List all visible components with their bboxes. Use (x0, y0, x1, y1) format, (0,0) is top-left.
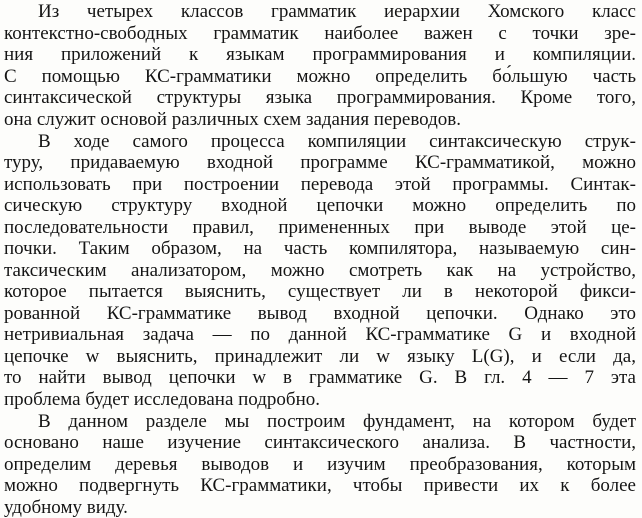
text-line: рованной КС-грамматике вывод входной цепочки. Однако это (4, 302, 636, 324)
text-line: В ходе самого процесса компиляции синтаксическую струк- (38, 130, 636, 152)
text-line: нетривиальная задача — по данной КС-грамматике G и входной (4, 324, 636, 345)
text-line: основано наше изучение синтаксического анализа. В частности, (4, 432, 636, 453)
text-line: проблема будет исследована подробно. (4, 388, 320, 410)
text-line: Из четырех классов грамматик иерархии Хомского класс (38, 1, 636, 22)
text-line: можно подвергнуть КС-грамматики, чтобы привести их к более (4, 475, 636, 496)
text-line: которое пытается выяснить, существует ли в некоторой фикси- (4, 281, 636, 302)
text-line: почки. Таким образом, на часть компилятора, называемую син- (4, 238, 636, 259)
text-line: последовательности правил, примененных при выводе этой це- (4, 216, 636, 238)
text-line: то найти вывод цепочки w в грамматике G. В гл. 4 — 7 эта (4, 367, 636, 388)
text-line: сическую структуру входной цепочки можно определить по (4, 195, 636, 216)
text-line: удобному виду. (4, 496, 128, 518)
text-line: цепочке w выяснить, принадлежит ли w языку L(G), и если да, (4, 345, 636, 367)
text-line: использовать при построении перевода этой программы. Синтак- (4, 173, 636, 195)
text-line: ния приложений к языкам программирования и компиляции. (4, 44, 636, 65)
text-line: В данном разделе мы построим фундамент, на котором будет (38, 410, 636, 432)
text-line: таксическим анализатором, можно смотреть как на устройство, (4, 259, 636, 281)
text-line: С помощью КС-грамматики можно определить бо́льшую часть (4, 65, 636, 87)
text-line: определим деревья выводов и изучим преобразования, которым (4, 453, 636, 475)
text-line: она служит основой различных схем задания переводов. (4, 108, 462, 130)
text-line: синтаксической структуры языка программирования. Кроме того, (4, 87, 636, 108)
text-line: контекстно-свободных грамматик наиболее важен с точки зре- (4, 22, 636, 44)
text-line: туру, придаваемую входной программе КС-грамматикой, можно (4, 152, 636, 173)
